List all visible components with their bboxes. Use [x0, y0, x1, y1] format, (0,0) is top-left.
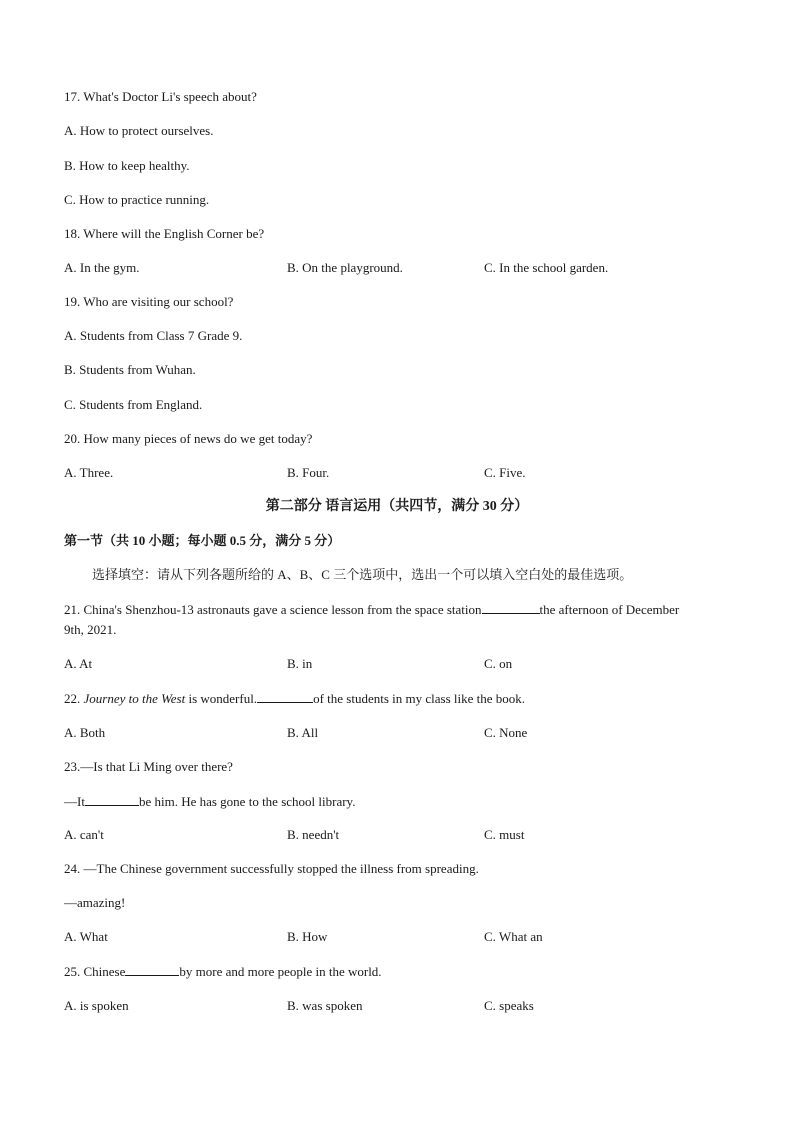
q21-option-c: C. on — [484, 656, 513, 671]
q24-option-b: B. How — [287, 929, 328, 944]
q18-option-a: A. In the gym. — [64, 260, 140, 275]
q21-stem-before: 21. China's Shenzhou-13 astronauts gave a science lesson from the space station — [64, 602, 482, 617]
q23-reply-before: —It — [64, 794, 85, 809]
q22-option-c: C. None — [484, 725, 528, 740]
q23-option-a: A. can't — [64, 827, 104, 842]
q23-option-b: B. needn't — [287, 827, 340, 842]
q18-option-b: B. On the playground. — [287, 260, 403, 275]
q19-option-b: B. Students from Wuhan. — [64, 362, 196, 377]
q24-option-a: A. What — [64, 929, 108, 944]
q22-option-a: A. Both — [64, 725, 106, 740]
q22-stem-after: of the students in my class like the book. — [313, 691, 526, 706]
q18-option-c: C. In the school garden. — [484, 260, 609, 275]
q21-stem-after: the afternoon of December — [539, 602, 680, 617]
q23-reply — [64, 793, 355, 810]
q21-option-a: A. At — [64, 656, 93, 671]
q17-option-a: A. How to protect ourselves. — [64, 123, 214, 138]
q25-stem-after: by more and more people in the world. — [179, 964, 382, 979]
q22-book-title: Journey to the West — [83, 691, 186, 706]
question-20-stem: 20. How many pieces of news do we get today? — [64, 431, 313, 446]
q25-option-c: C. speaks — [484, 998, 534, 1013]
question-24-stem: 24. —The Chinese government successfully stopped the illness from spreading. — [64, 861, 479, 876]
q23-blank — [85, 793, 139, 806]
question-18-stem: 18. Where will the English Corner be? — [64, 226, 265, 241]
q23-reply-after: be him. He has gone to the school library. — [138, 794, 356, 809]
q20-option-b: B. Four. — [287, 465, 330, 480]
q22-blank — [257, 690, 313, 703]
q21-stem-line2: 9th, 2021. — [64, 622, 117, 637]
question-21-stem — [64, 601, 679, 618]
q24-option-c: C. What an — [484, 929, 543, 944]
question-17-stem: 17. What's Doctor Li's speech about? — [64, 89, 257, 104]
question-25-stem — [64, 963, 382, 980]
q17-option-b: B. How to keep healthy. — [64, 158, 190, 173]
q17-option-c: C. How to practice running. — [64, 192, 210, 207]
q22-number: 22. — [64, 691, 84, 706]
q25-blank — [125, 963, 179, 976]
question-19-stem: 19. Who are visiting our school? — [64, 294, 234, 309]
q20-option-c: C. Five. — [484, 465, 526, 480]
q25-stem-before: 25. Chinese — [64, 964, 126, 979]
q22-stem-mid: is wonderful. — [185, 691, 258, 706]
q21-blank — [482, 601, 540, 614]
q19-option-a: A. Students from Class 7 Grade 9. — [64, 328, 243, 343]
q22-option-b: B. All — [287, 725, 319, 740]
question-22-stem — [64, 690, 525, 707]
q25-option-a: A. is spoken — [64, 998, 129, 1013]
section-instruction: 选择填空：请从下列各题所给的 A、B、C 三个选项中，选出一个可以填入空白处的最佳选项。 — [92, 567, 633, 582]
q25-option-b: B. was spoken — [287, 998, 363, 1013]
q24-reply: —amazing! — [64, 895, 126, 910]
part-two-heading: 第二部分 语言运用（共四节，满分 30 分） — [265, 499, 529, 514]
q21-option-b: B. in — [287, 656, 313, 671]
question-23-stem: 23.—Is that Li Ming over there? — [64, 759, 233, 774]
section-one-heading: 第一节（共 10 小题；每小题 0.5 分，满分 5 分） — [64, 533, 341, 548]
q20-option-a: A. Three. — [64, 465, 114, 480]
q19-option-c: C. Students from England. — [64, 397, 203, 412]
q23-option-c: C. must — [484, 827, 525, 842]
